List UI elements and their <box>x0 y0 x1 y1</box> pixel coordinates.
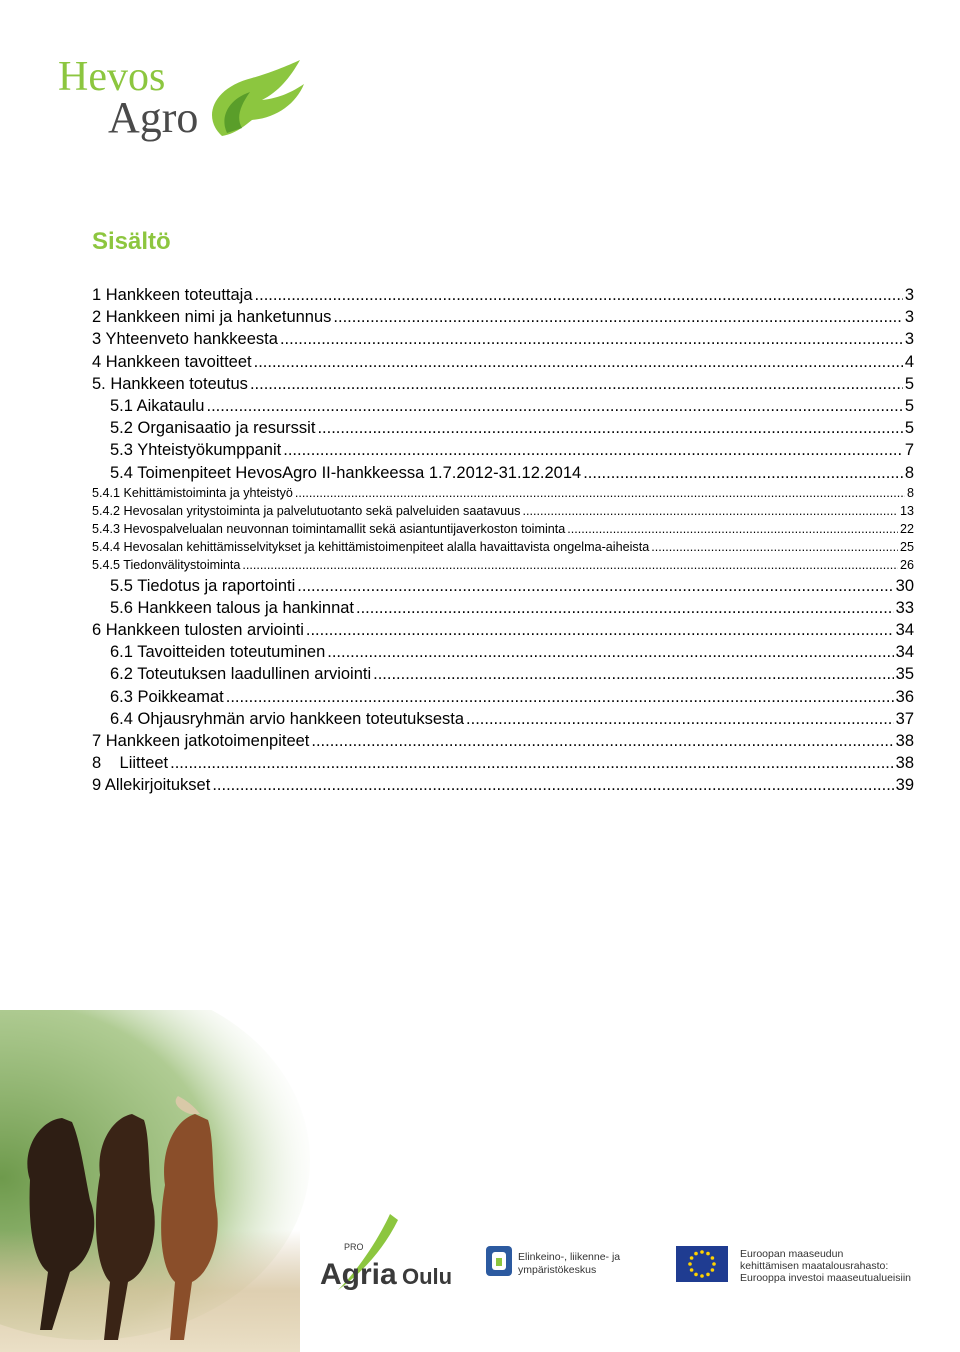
toc-entry-page: 25 <box>899 540 914 555</box>
toc-entry-page: 37 <box>895 709 914 728</box>
toc-entry-title: 1 Hankkeen toteuttaja <box>92 286 253 304</box>
page-title: Sisältö <box>92 228 171 255</box>
toc-entry-title: 5.5 Tiedotus ja raportointi <box>110 576 296 595</box>
toc-entry-page: 34 <box>895 643 914 662</box>
toc-entry[interactable] <box>92 575 914 597</box>
toc-entry-title: 5.4.3 Hevospalvelualan neuvonnan toimintamallit sekä asiantuntijaverkoston toiminta <box>92 522 566 537</box>
eu-star <box>690 1268 694 1272</box>
toc-entry[interactable] <box>92 439 914 461</box>
toc-entry-title: 6.1 Tavoitteiden toteutuminen <box>110 643 326 662</box>
toc-entry-title: 6 Hankkeen tulosten arviointi <box>92 621 304 639</box>
toc-entry-page: 39 <box>895 776 914 795</box>
toc-entry-page: 33 <box>895 598 914 617</box>
toc-entry-title: 5.4.5 Tiedonvälitystoiminta <box>92 558 241 573</box>
toc-entry-title: 6.4 Ohjausryhmän arvio hankkeen toteutuksesta <box>110 709 465 728</box>
toc-entry-page: 7 <box>904 441 914 460</box>
toc-dot-leader <box>306 619 894 641</box>
toc-dot-leader <box>651 538 898 556</box>
toc-dot-leader <box>212 774 893 796</box>
toc-dot-leader <box>170 752 894 774</box>
toc-entry-page: 8 <box>906 485 914 500</box>
proagria-logo <box>320 1214 452 1291</box>
toc-entry-page: 5 <box>904 419 914 438</box>
toc-entry[interactable] <box>92 641 914 663</box>
toc-entry-page: 3 <box>904 330 914 349</box>
eu-star <box>706 1252 710 1256</box>
toc-dot-leader <box>280 328 903 350</box>
horses-running-photo <box>0 1010 340 1352</box>
toc-entry-title: 6.2 Toteutuksen laadullinen arviointi <box>110 665 372 684</box>
toc-entry-page: 38 <box>895 754 914 773</box>
ely-line2: ympäristökeskus <box>518 1264 597 1276</box>
toc-dot-leader <box>327 641 893 663</box>
toc-entry-page: 13 <box>899 503 914 518</box>
toc-dot-leader <box>317 417 902 439</box>
toc-entry-title: 5.2 Organisaatio ja resurssit <box>110 419 316 438</box>
toc-dot-leader <box>242 556 898 574</box>
toc-dot-leader <box>226 686 894 708</box>
proagria-name: Agria <box>320 1258 397 1291</box>
toc-entry[interactable] <box>92 462 914 484</box>
toc-entry-page: 3 <box>904 308 914 327</box>
toc-entry-title: 5. Hankkeen toteutus <box>92 374 248 393</box>
toc-dot-leader <box>356 597 894 619</box>
toc-entry-title: 5.3 Yhteistyökumppanit <box>110 441 282 460</box>
toc-dot-leader <box>254 351 903 373</box>
toc-dot-leader <box>466 708 894 730</box>
eu-star <box>688 1262 692 1266</box>
eu-star <box>700 1274 704 1278</box>
toc-entry-page: 35 <box>895 665 914 684</box>
toc-dot-leader <box>333 306 902 328</box>
toc-entry[interactable] <box>92 284 914 306</box>
ely-logo <box>486 1246 620 1276</box>
toc-dot-leader <box>373 663 894 685</box>
toc-dot-leader <box>283 439 903 461</box>
toc-entry-title: 8 Liitteet <box>92 754 169 773</box>
toc-dot-leader <box>522 502 898 520</box>
toc-dot-leader <box>583 462 903 484</box>
toc-dot-leader <box>567 520 898 538</box>
proagria-pro: PRO <box>344 1242 364 1252</box>
toc-entry-title: 5.4.4 Hevosalan kehittämisselvitykset ja kehittämistoimenpiteet alalla havaittavista ongelma-aiheista <box>92 540 650 555</box>
toc-dot-leader <box>311 730 893 752</box>
logo-line2: Agro <box>108 93 199 142</box>
logo-line1: Hevos <box>58 54 166 100</box>
toc-entry-page: 4 <box>904 352 914 371</box>
toc-entry[interactable] <box>92 484 914 502</box>
toc-entry-title: 2 Hankkeen nimi ja hanketunnus <box>92 308 332 327</box>
toc-dot-leader <box>295 484 905 502</box>
horse-head-leaf-icon <box>212 60 304 136</box>
toc-entry-title: 3 Yhteenveto hankkeesta <box>92 330 278 349</box>
toc-entry-page: 34 <box>895 621 914 639</box>
toc-entry[interactable] <box>92 556 914 574</box>
ely-line1: Elinkeino-, liikenne- ja <box>518 1251 621 1263</box>
toc-entry-page: 22 <box>899 522 914 537</box>
toc-entry-title: 5.4.2 Hevosalan yritystoiminta ja palvelutuotanto sekä palveluiden saatavuus <box>92 503 521 518</box>
eu-star <box>711 1268 715 1272</box>
toc-entry-page: 38 <box>895 731 914 750</box>
toc-entry-page: 26 <box>899 558 914 573</box>
toc-entry[interactable] <box>92 520 914 538</box>
toc-entry[interactable] <box>92 351 914 373</box>
toc-entry[interactable] <box>92 730 914 752</box>
toc-entry[interactable] <box>92 619 914 641</box>
toc-entry-page: 5 <box>904 374 914 393</box>
eu-star <box>694 1273 698 1277</box>
toc-entry-title: 9 Allekirjoitukset <box>92 776 211 795</box>
toc-entry[interactable] <box>92 752 914 774</box>
eu-star <box>700 1250 704 1254</box>
toc-entry[interactable] <box>92 774 914 796</box>
eu-star <box>711 1256 715 1260</box>
eu-star <box>706 1273 710 1277</box>
toc-entry-page: 3 <box>904 286 914 304</box>
toc-entry[interactable] <box>92 395 914 417</box>
toc-entry-title: 6.3 Poikkeamat <box>110 687 224 706</box>
toc-dot-leader <box>297 575 893 597</box>
hevosagro-logo <box>52 48 312 158</box>
toc-entry[interactable] <box>92 708 914 730</box>
toc-entry[interactable] <box>92 306 914 328</box>
toc-entry[interactable] <box>92 502 914 520</box>
toc-dot-leader <box>207 395 903 417</box>
toc-entry-page: 8 <box>904 463 914 482</box>
toc-entry-title: 5.1 Aikataulu <box>110 396 205 415</box>
eu-line3: Eurooppa investoi maaseutualueisiin <box>740 1272 912 1284</box>
toc-entry[interactable] <box>92 663 914 685</box>
proagria-region: Oulu <box>402 1264 453 1289</box>
eu-logo <box>676 1246 911 1284</box>
eu-star <box>712 1262 716 1266</box>
toc-entry-page: 30 <box>895 576 914 595</box>
toc-entry[interactable] <box>92 373 914 395</box>
toc-entry-title: 5.4.1 Kehittämistoiminta ja yhteistyö <box>92 485 293 500</box>
toc-entry-title: 5.4 Toimenpiteet HevosAgro II-hankkeessa 1.7.2012-31.12.2014 <box>110 463 582 482</box>
eu-star <box>694 1252 698 1256</box>
toc-entry-page: 5 <box>904 396 914 415</box>
toc-entry-title: 4 Hankkeen tavoitteet <box>92 352 252 371</box>
toc-entry[interactable] <box>92 328 914 350</box>
sponsor-logos <box>318 1210 938 1320</box>
eu-line2: kehittämisen maatalousrahasto: <box>740 1260 889 1272</box>
toc-dot-leader <box>255 284 903 306</box>
eu-star <box>690 1256 694 1260</box>
toc-entry[interactable] <box>92 417 914 439</box>
toc-entry-title: 5.6 Hankkeen talous ja hankinnat <box>110 598 355 617</box>
toc-entry[interactable] <box>92 597 914 619</box>
toc-dot-leader <box>250 373 903 395</box>
eu-line1: Euroopan maaseudun <box>740 1248 844 1260</box>
toc-entry-title: 7 Hankkeen jatkotoimenpiteet <box>92 731 310 750</box>
toc-entry[interactable] <box>92 686 914 708</box>
table-of-contents <box>92 284 914 797</box>
toc-entry-page: 36 <box>895 687 914 706</box>
toc-entry[interactable] <box>92 538 914 556</box>
